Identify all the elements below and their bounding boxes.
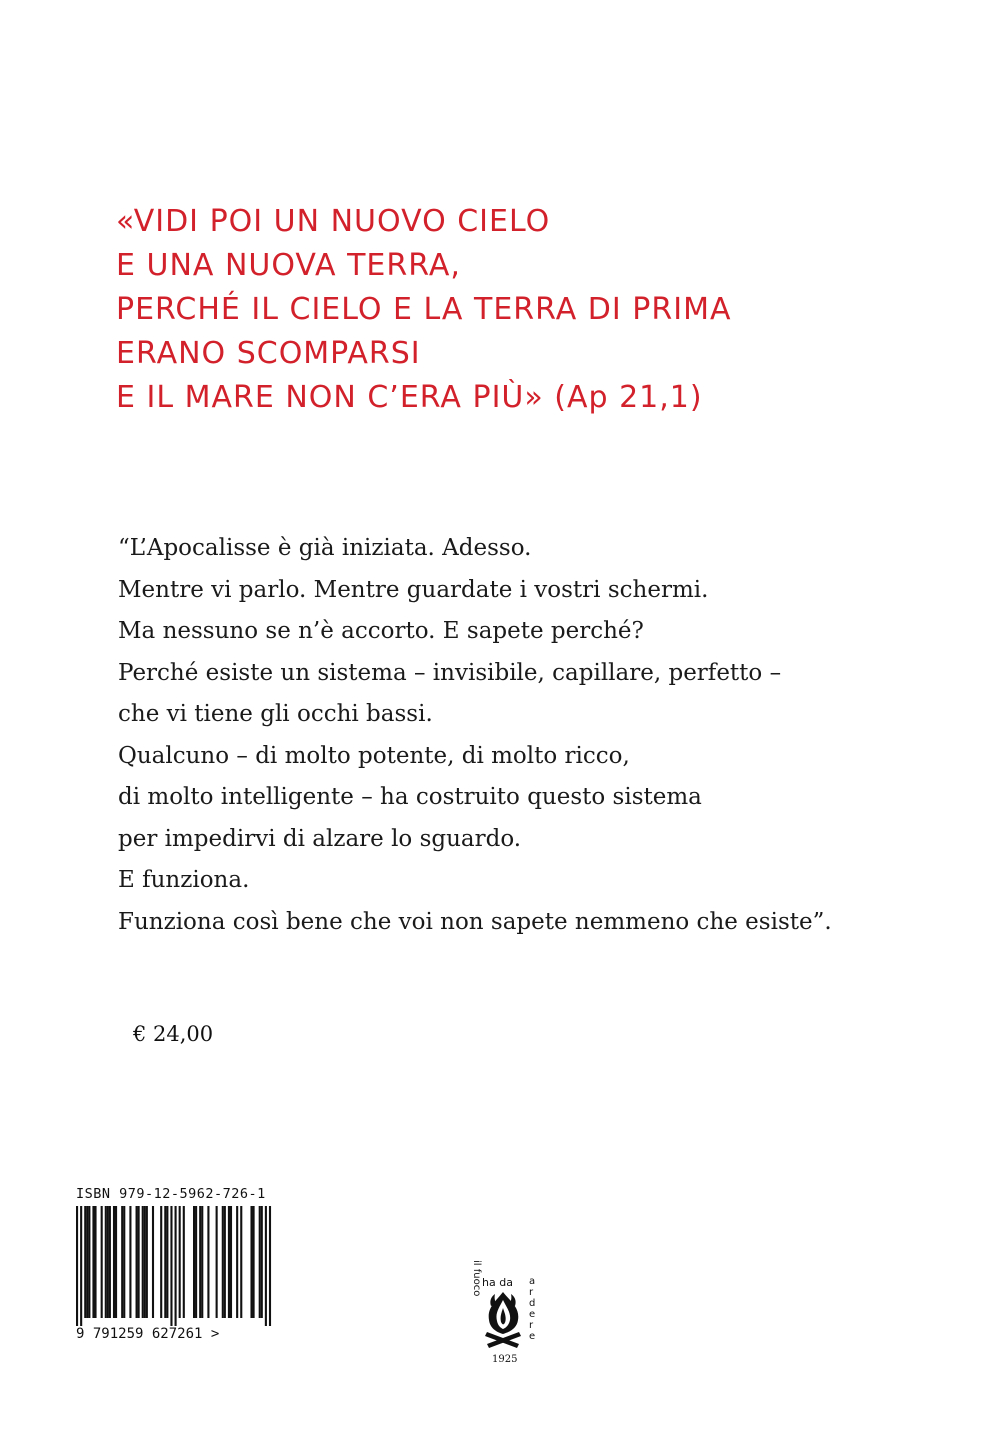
quote-line: che vi tiene gli occhi bassi.	[118, 701, 433, 727]
barcode-bar	[201, 1206, 203, 1318]
barcode-bar	[195, 1206, 197, 1318]
barcode-bar	[113, 1206, 115, 1318]
barcode-bar	[193, 1206, 195, 1318]
svg-text:e: e	[529, 1331, 536, 1342]
barcode-bar	[179, 1206, 181, 1318]
barcode-bar	[146, 1206, 148, 1318]
epigraph-line: E IL MARE NON C’ERA PIÙ» (Ap 21,1)	[116, 380, 703, 415]
barcode-bar	[160, 1206, 162, 1318]
barcode-bar	[236, 1206, 238, 1318]
barcode-bar	[86, 1206, 88, 1318]
quote-line: “L’Apocalisse è già iniziata. Adesso.	[118, 535, 532, 561]
barcode-bar	[129, 1206, 131, 1318]
barcode-bar	[230, 1206, 232, 1318]
barcode-bar	[138, 1206, 140, 1318]
svg-text:ha da: ha da	[482, 1276, 513, 1289]
quote-line: Mentre vi parlo. Mentre guardate i vostri schermi.	[118, 576, 709, 603]
barcode-bar	[183, 1206, 185, 1318]
barcode-bar	[253, 1206, 255, 1318]
barcode-bar	[261, 1206, 263, 1318]
quote-line: Perché esiste un sistema – invisibile, capillare, perfetto –	[118, 659, 782, 686]
barcode-bar	[92, 1206, 94, 1318]
epigraph-line: ERANO SCOMPARSI	[116, 336, 421, 371]
svg-text:r: r	[529, 1320, 534, 1331]
quote-line: Qualcuno – di molto potente, di molto ricco,	[118, 742, 630, 769]
svg-text:r: r	[529, 1287, 534, 1298]
svg-text:d: d	[529, 1298, 536, 1309]
barcode-bar	[170, 1206, 172, 1326]
barcode-bar	[88, 1206, 90, 1318]
isbn-barcode	[76, 1186, 286, 1344]
publisher-flame-logo-icon	[465, 1258, 543, 1368]
barcode-bar	[269, 1206, 271, 1326]
barcode-bar	[121, 1206, 123, 1318]
svg-text:1925: 1925	[492, 1354, 518, 1365]
barcode-bar	[94, 1206, 96, 1318]
barcode-bar	[224, 1206, 226, 1318]
barcode-bar	[136, 1206, 138, 1318]
barcode-bar	[109, 1206, 111, 1318]
barcode-bar	[166, 1206, 168, 1318]
barcode-bar	[152, 1206, 154, 1318]
barcode-bar	[107, 1206, 109, 1318]
isbn-label: ISBN 979-12-5962-726-1	[76, 1186, 266, 1202]
epigraph-line: «VIDI POI UN NUOVO CIELO	[116, 204, 551, 239]
barcode-bar	[228, 1206, 230, 1318]
barcode-bar	[84, 1206, 86, 1318]
barcode-bar	[199, 1206, 201, 1318]
svg-text:a: a	[529, 1276, 536, 1287]
barcode-bar	[123, 1206, 125, 1318]
svg-text:il fuoco: il fuoco	[471, 1260, 482, 1297]
barcode-bar	[105, 1206, 107, 1318]
quote-line: Ma nessuno se n’è accorto. E sapete perché?	[118, 618, 644, 644]
barcode-bar	[175, 1206, 177, 1326]
barcode-bar	[265, 1206, 267, 1326]
barcode-bar	[259, 1206, 261, 1318]
barcode-bars	[76, 1206, 276, 1326]
barcode-bar	[142, 1206, 144, 1318]
quote-line: Funziona così bene che voi non sapete nemmeno che esiste”.	[118, 908, 832, 935]
barcode-bar	[222, 1206, 224, 1318]
barcode-digits: 9 791259 627261 >	[76, 1326, 220, 1342]
barcode-bar	[80, 1206, 82, 1326]
barcode-bar	[164, 1206, 166, 1318]
quote-line: E funziona.	[118, 867, 250, 893]
barcode-bar	[101, 1206, 103, 1318]
barcode-bar	[76, 1206, 78, 1326]
barcode-bar	[144, 1206, 146, 1318]
barcode-bar	[240, 1206, 242, 1318]
svg-text:e: e	[529, 1309, 536, 1320]
quote-line: per impedirvi di alzare lo sguardo.	[118, 825, 522, 852]
price: € 24,00	[133, 1022, 214, 1046]
barcode-bar	[207, 1206, 209, 1318]
barcode-bar	[216, 1206, 218, 1318]
epigraph-line: E UNA NUOVA TERRA,	[116, 248, 461, 283]
quote-line: di molto intelligente – ha costruito questo sistema	[118, 784, 702, 810]
barcode-bar	[115, 1206, 117, 1318]
epigraph-line: PERCHÉ IL CIELO E LA TERRA DI PRIMA	[116, 292, 732, 327]
barcode-bar	[250, 1206, 252, 1318]
epigraph	[116, 200, 731, 420]
blurb-quote	[118, 528, 832, 943]
